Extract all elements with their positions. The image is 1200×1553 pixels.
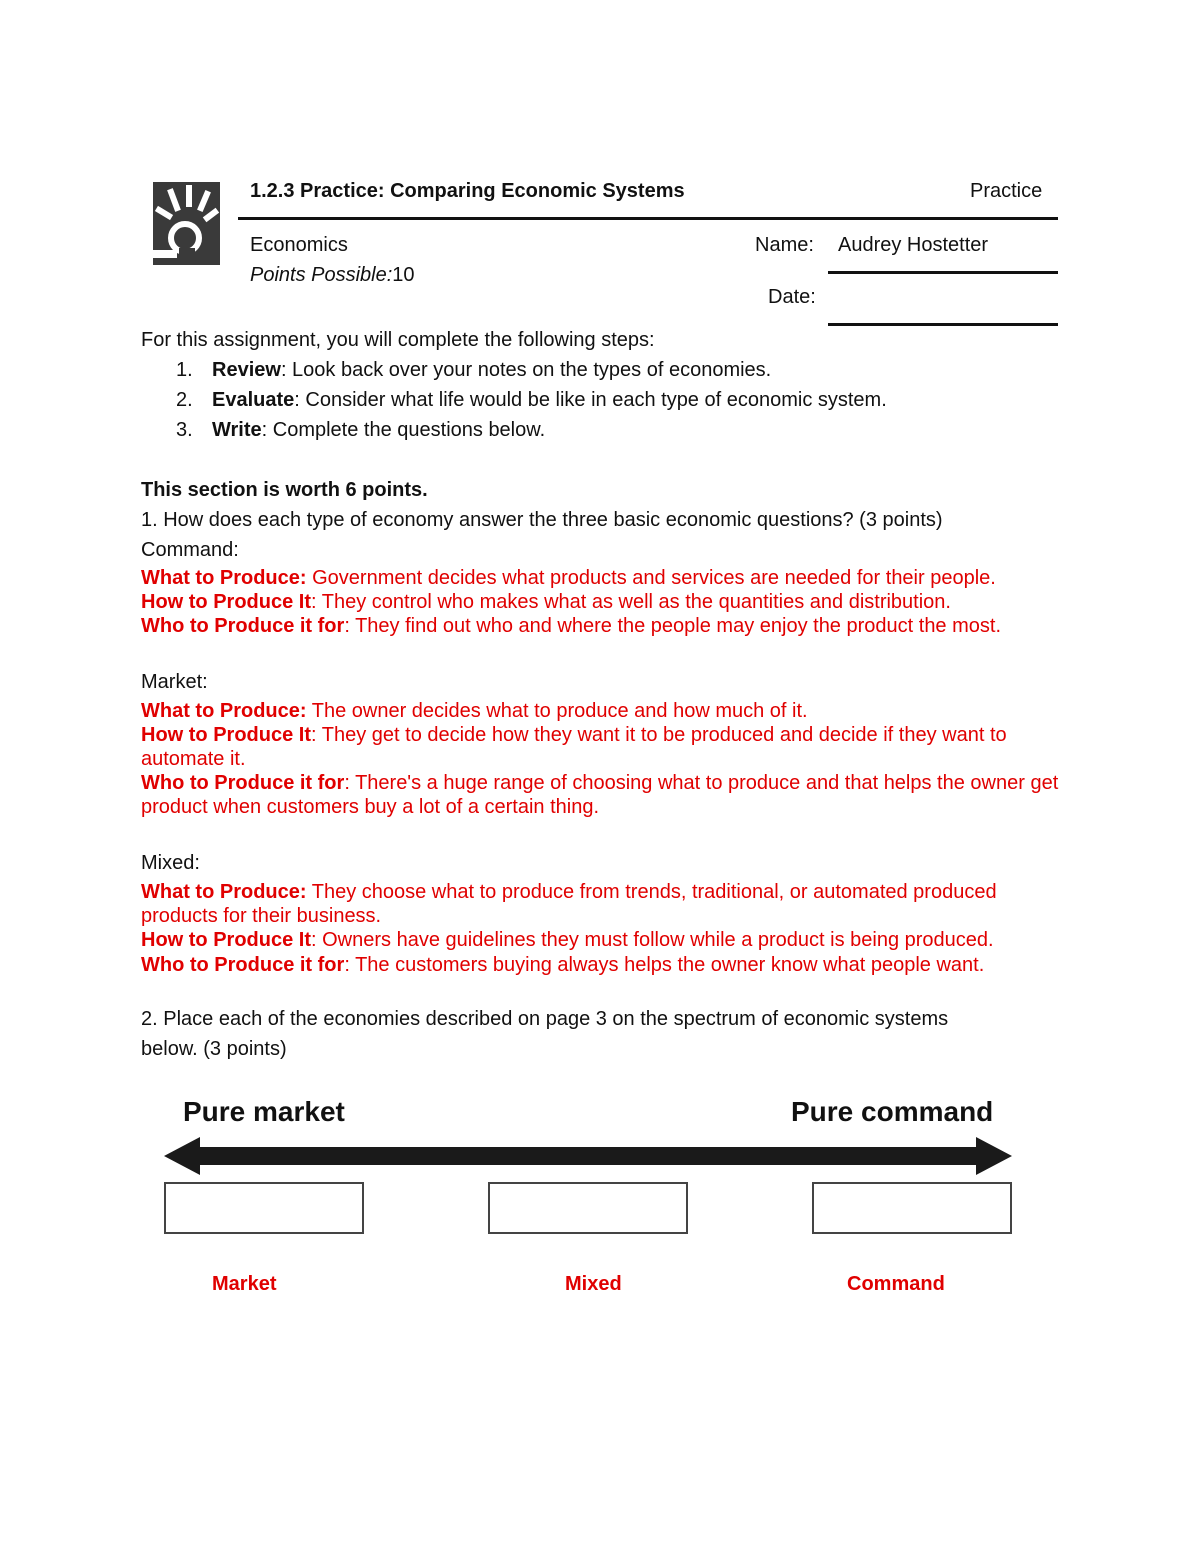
- step-text: : Consider what life would be like in each type of economic system.: [294, 389, 887, 411]
- mixed-what-answer[interactable]: [141, 880, 1061, 928]
- what-label: What to Produce:: [141, 700, 307, 722]
- date-field[interactable]: [828, 280, 1058, 320]
- name-label: Name:: [755, 234, 814, 256]
- how-text: : They control who makes what as well as the quantities and distribution.: [311, 591, 951, 613]
- mixed-who-answer[interactable]: [141, 953, 1061, 977]
- market-answer: Market: [212, 1273, 277, 1295]
- who-text: : There's a huge range of choosing what to produce and that helps the owner get product when customers buy a lot of a certain thing.: [141, 772, 1059, 818]
- date-underline: [828, 323, 1058, 326]
- mixed-how-answer[interactable]: [141, 928, 1061, 952]
- step-title: Evaluate: [212, 389, 295, 411]
- question-2-line-1: 2. Place each of the economies described on page 3 on the spectrum of economic systems: [141, 1008, 949, 1030]
- step-text: : Look back over your notes on the types of economies.: [280, 359, 772, 381]
- section-heading: This section is worth 6 points.: [141, 479, 428, 501]
- course-name: Economics: [250, 234, 348, 256]
- how-text: : Owners have guidelines they must follow while a product is being produced.: [311, 929, 994, 951]
- header-divider: [238, 217, 1058, 220]
- step-text: : Complete the questions below.: [261, 419, 546, 441]
- market-label: Market:: [141, 671, 208, 693]
- who-label: Who to Produce it for: [141, 615, 345, 637]
- pure-command-label: Pure command: [791, 1096, 994, 1127]
- step-item: [176, 359, 771, 382]
- command-what-answer[interactable]: [141, 566, 1061, 590]
- mixed-answer: Mixed: [565, 1273, 622, 1295]
- name-underline: [828, 271, 1058, 274]
- mixed-answer-box[interactable]: [488, 1182, 688, 1234]
- what-label: What to Produce:: [141, 567, 307, 589]
- step-title: Review: [212, 359, 281, 381]
- market-how-answer[interactable]: [141, 723, 1061, 771]
- how-text: : They get to decide how they want it to be produced and decide if they want to automate it.: [141, 724, 1007, 770]
- market-answer-box[interactable]: [164, 1182, 364, 1234]
- step-item: [176, 419, 545, 442]
- step-number: 3.: [176, 419, 193, 441]
- what-label: What to Produce:: [141, 881, 307, 903]
- points-value: 10: [392, 264, 415, 286]
- market-who-answer[interactable]: [141, 771, 1061, 819]
- how-label: How to Produce It: [141, 724, 311, 746]
- step-item: [176, 389, 887, 412]
- step-title: Write: [212, 419, 262, 441]
- document-type: Practice: [970, 180, 1043, 202]
- pure-market-label: Pure market: [183, 1096, 345, 1127]
- who-text: : The customers buying always helps the owner know what people want.: [344, 954, 985, 976]
- who-label: Who to Produce it for: [141, 772, 345, 794]
- command-answer-box[interactable]: [812, 1182, 1012, 1234]
- step-number: 1.: [176, 359, 193, 381]
- command-who-answer[interactable]: [141, 614, 1061, 638]
- command-label: Command:: [141, 539, 239, 561]
- command-how-answer[interactable]: [141, 590, 1061, 614]
- points-label: Points Possible:: [250, 264, 393, 286]
- market-what-answer[interactable]: [141, 699, 1061, 723]
- page-title: 1.2.3 Practice: Comparing Economic Systems: [250, 180, 685, 202]
- how-label: How to Produce It: [141, 929, 311, 951]
- intro-text: For this assignment, you will complete the following steps:: [141, 329, 655, 351]
- spectrum-arrow: [160, 1135, 1016, 1177]
- question-2-line-2: below. (3 points): [141, 1038, 287, 1060]
- what-text: They choose what to produce from trends, traditional, or automated produced products for their business.: [141, 881, 997, 927]
- command-answer: Command: [847, 1273, 945, 1295]
- lightbulb-logo-icon: [153, 182, 220, 265]
- question-1: 1. How does each type of economy answer the three basic economic questions? (3 points): [141, 509, 943, 531]
- mixed-label: Mixed:: [141, 852, 200, 874]
- step-number: 2.: [176, 389, 193, 411]
- date-label: Date:: [768, 286, 816, 308]
- how-label: How to Produce It: [141, 591, 311, 613]
- what-text: Government decides what products and services are needed for their people.: [306, 567, 996, 589]
- points-possible: [250, 264, 415, 287]
- who-text: : They find out who and where the people may enjoy the product the most.: [344, 615, 1002, 637]
- who-label: Who to Produce it for: [141, 954, 345, 976]
- name-field[interactable]: Audrey Hostetter: [838, 234, 989, 256]
- what-text: The owner decides what to produce and how much of it.: [306, 700, 808, 722]
